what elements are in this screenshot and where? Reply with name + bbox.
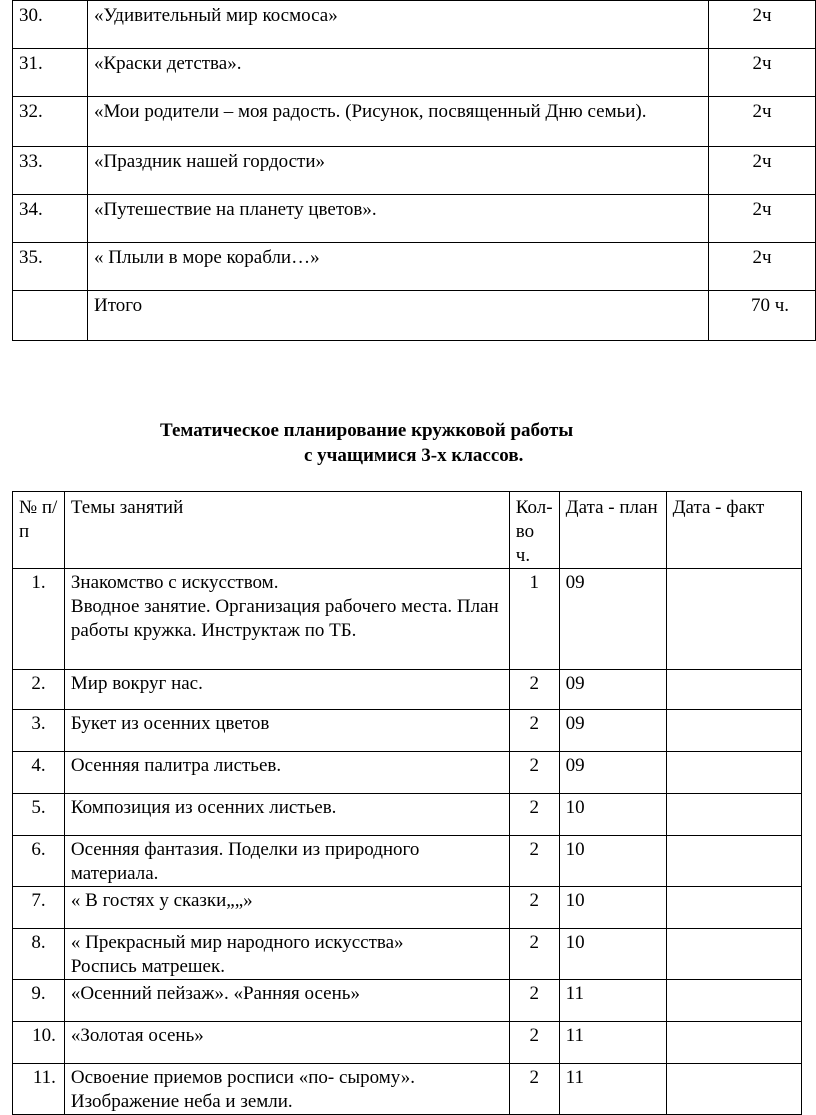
row-hours: 2 bbox=[509, 980, 559, 1022]
row-number: 11. bbox=[13, 1064, 65, 1115]
row-fact-date bbox=[666, 836, 801, 887]
table-row bbox=[13, 670, 802, 710]
row-topic: «Мои родители – моя радость. (Рисунок, посвященный Дню семьи). bbox=[88, 97, 709, 147]
row-topic-line2: Роспись матрешек. bbox=[70, 956, 225, 977]
row-topic bbox=[64, 980, 509, 1022]
row-hours: 2 bbox=[509, 1064, 559, 1115]
row-topic bbox=[64, 1022, 509, 1064]
row-number: 32. bbox=[13, 97, 88, 147]
row-fact-date bbox=[666, 1022, 801, 1064]
row-fact-date bbox=[666, 670, 801, 710]
row-plan-date: 11 bbox=[559, 1064, 666, 1115]
header-fact-date: Дата - факт bbox=[666, 492, 801, 569]
row-topic bbox=[64, 929, 509, 980]
row-fact-date bbox=[666, 929, 801, 980]
row-plan-date: 10 bbox=[559, 836, 666, 887]
row-topic-line1: «Золотая осень» bbox=[70, 1025, 204, 1046]
table-row bbox=[13, 195, 816, 243]
table-row bbox=[13, 1064, 802, 1115]
table-row bbox=[13, 836, 802, 887]
row-number: 7. bbox=[13, 887, 65, 929]
row-hours: 1 bbox=[509, 569, 559, 670]
row-number: 2. bbox=[13, 670, 65, 710]
row-fact-date bbox=[666, 887, 801, 929]
table-row bbox=[13, 1022, 802, 1064]
row-topic: «Путешествие на планету цветов». bbox=[88, 195, 709, 243]
row-topic bbox=[64, 569, 509, 670]
total-row bbox=[13, 291, 816, 341]
row-number: 35. bbox=[13, 243, 88, 291]
row-hours: 2 bbox=[509, 710, 559, 752]
row-topic-line1: «Осенний пейзаж». «Ранняя осень» bbox=[70, 983, 360, 1004]
row-topic-line1: « В гостях у сказки„„» bbox=[70, 890, 253, 911]
row-number: 30. bbox=[13, 1, 88, 49]
header-plan-date: Дата - план bbox=[559, 492, 666, 569]
thematic-plan-table bbox=[12, 491, 802, 1115]
row-hours: 2ч bbox=[709, 195, 816, 243]
row-hours: 2 bbox=[509, 752, 559, 794]
header-topic: Темы занятий bbox=[64, 492, 509, 569]
row-hours: 2 bbox=[509, 670, 559, 710]
row-number: 33. bbox=[13, 147, 88, 195]
row-topic bbox=[64, 752, 509, 794]
row-topic bbox=[64, 670, 509, 710]
table-row bbox=[13, 710, 802, 752]
section-title-line1: Тематическое планирование кружковой работы bbox=[160, 420, 574, 441]
row-hours: 2ч bbox=[709, 49, 816, 97]
table-row bbox=[13, 1, 816, 49]
program-table-continued bbox=[12, 0, 816, 341]
row-hours: 2 bbox=[509, 836, 559, 887]
row-number: 8. bbox=[13, 929, 65, 980]
row-number: 31. bbox=[13, 49, 88, 97]
header-qty: Кол-во ч. bbox=[509, 492, 559, 569]
total-value: 70 ч. bbox=[709, 291, 816, 341]
table-row bbox=[13, 147, 816, 195]
row-plan-date: 09 bbox=[559, 670, 666, 710]
table-row bbox=[13, 49, 816, 97]
row-hours: 2ч bbox=[709, 1, 816, 49]
row-number: 9. bbox=[13, 980, 65, 1022]
row-hours: 2 bbox=[509, 887, 559, 929]
row-topic: «Краски детства». bbox=[88, 49, 709, 97]
row-topic-line2: Вводное занятие. Организация рабочего места. План работы кружка. Инструктаж по ТБ. bbox=[70, 596, 499, 641]
row-number: 5. bbox=[13, 794, 65, 836]
row-number: 10. bbox=[13, 1022, 65, 1064]
row-fact-date bbox=[666, 980, 801, 1022]
row-plan-date: 09 bbox=[559, 752, 666, 794]
row-plan-date: 11 bbox=[559, 1022, 666, 1064]
row-plan-date: 10 bbox=[559, 794, 666, 836]
row-topic bbox=[64, 794, 509, 836]
row-topic-line1: Композиция из осенних листьев. bbox=[70, 797, 337, 818]
table-row bbox=[13, 929, 802, 980]
table-row bbox=[13, 97, 816, 147]
row-topic-line1: Освоение приемов росписи «по- сырому». bbox=[70, 1067, 416, 1088]
row-hours: 2 bbox=[509, 794, 559, 836]
row-topic-line1: Букет из осенних цветов bbox=[70, 713, 270, 734]
row-number: 3. bbox=[13, 710, 65, 752]
row-topic: «Удивительный мир космоса» bbox=[88, 1, 709, 49]
row-topic bbox=[64, 710, 509, 752]
row-topic-line1: Осенняя палитра листьев. bbox=[70, 755, 282, 776]
row-number: 34. bbox=[13, 195, 88, 243]
row-number: 6. bbox=[13, 836, 65, 887]
row-plan-date: 10 bbox=[559, 887, 666, 929]
row-fact-date bbox=[666, 569, 801, 670]
row-plan-date: 09 bbox=[559, 569, 666, 670]
table-row bbox=[13, 569, 802, 670]
row-plan-date: 10 bbox=[559, 929, 666, 980]
row-hours: 2 bbox=[509, 929, 559, 980]
row-number: 4. bbox=[13, 752, 65, 794]
row-topic-line2: Изображение неба и земли. bbox=[70, 1091, 293, 1112]
row-fact-date bbox=[666, 1064, 801, 1115]
row-plan-date: 11 bbox=[559, 980, 666, 1022]
row-plan-date: 09 bbox=[559, 710, 666, 752]
header-num: № п/п bbox=[13, 492, 65, 569]
table-row bbox=[13, 887, 802, 929]
total-empty-cell bbox=[13, 291, 88, 341]
table-row bbox=[13, 243, 816, 291]
row-topic-line1: Мир вокруг нас. bbox=[70, 673, 203, 694]
row-topic-line1: « Прекрасный мир народного искусства» bbox=[70, 932, 404, 953]
row-topic bbox=[64, 1064, 509, 1115]
row-hours: 2ч bbox=[709, 147, 816, 195]
row-topic: « Плыли в море корабли…» bbox=[88, 243, 709, 291]
row-fact-date bbox=[666, 752, 801, 794]
row-topic-line1: Знакомство с искусством. bbox=[70, 572, 279, 593]
row-hours: 2 bbox=[509, 1022, 559, 1064]
row-hours: 2ч bbox=[709, 243, 816, 291]
row-topic-line1: Осенняя фантазия. Поделки из природного материала. bbox=[70, 839, 420, 884]
row-topic: «Праздник нашей гордости» bbox=[88, 147, 709, 195]
header-row bbox=[13, 492, 802, 569]
table-row bbox=[13, 752, 802, 794]
row-topic bbox=[64, 836, 509, 887]
row-fact-date bbox=[666, 794, 801, 836]
table-row bbox=[13, 980, 802, 1022]
row-topic bbox=[64, 887, 509, 929]
total-label: Итого bbox=[88, 291, 709, 341]
row-fact-date bbox=[666, 710, 801, 752]
section-title bbox=[0, 418, 816, 468]
table-row bbox=[13, 794, 802, 836]
section-title-line2: с учащимися 3-х классов. bbox=[304, 445, 524, 466]
row-hours: 2ч bbox=[709, 97, 816, 147]
row-number: 1. bbox=[13, 569, 65, 670]
